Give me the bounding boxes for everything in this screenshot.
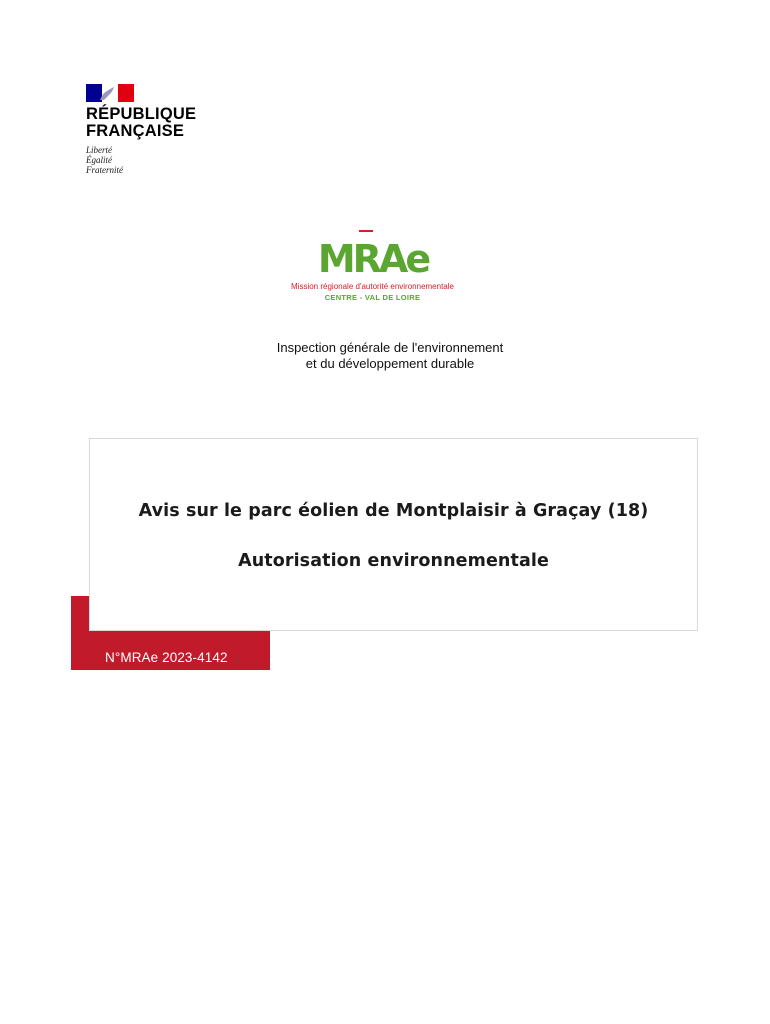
republique-motto: [86, 145, 216, 175]
document-subtitle: Autorisation environnementale: [238, 551, 549, 571]
motto-fraternite: Fraternité: [86, 165, 123, 175]
republique-line2: FRANÇAISE: [86, 122, 185, 140]
inspection-line1: Inspection générale de l'environnement: [276, 340, 504, 355]
republique-line1: RÉPUBLIQUE: [86, 105, 197, 123]
inspection-line2: et du développement durable: [305, 356, 475, 371]
document-title: Avis sur le parc éolien de Montplaisir à Graçay (18): [138, 501, 649, 521]
motto-liberte: Liberté: [86, 145, 112, 155]
mrae-logo: [313, 228, 433, 280]
republique-francaise-logo: [86, 84, 216, 175]
mrae-logo-text: MRAe: [317, 237, 428, 280]
inspection-heading: [190, 340, 590, 372]
title-box: [89, 438, 698, 631]
marianne-flag-icon: [86, 84, 134, 102]
reference-number: N°MRAe 2023-4142: [105, 650, 228, 665]
mrae-logo-block: [270, 228, 475, 304]
mrae-region: CENTRE - VAL DE LOIRE: [324, 293, 421, 302]
mrae-subtitle: Mission régionale d'autorité environnementale: [291, 282, 454, 291]
motto-egalite: Égalité: [86, 155, 112, 165]
